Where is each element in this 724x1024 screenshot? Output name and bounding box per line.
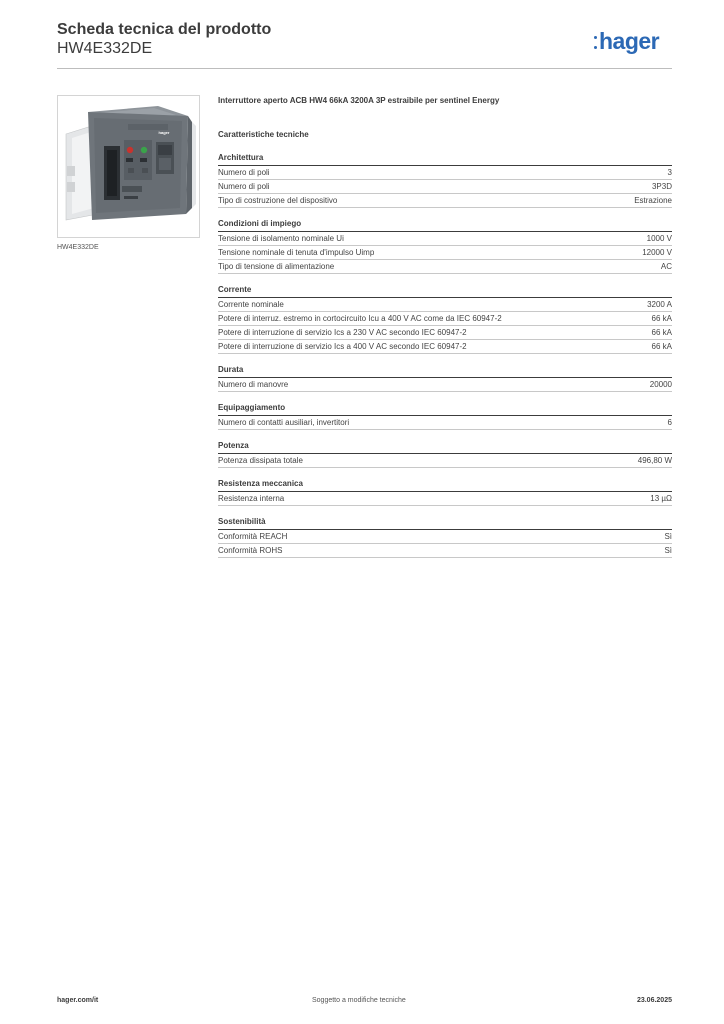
spec-value: 12000 V bbox=[642, 248, 672, 257]
spec-group-resistenza bbox=[218, 478, 672, 506]
spec-row bbox=[218, 260, 672, 274]
group-title: Sostenibilità bbox=[218, 516, 672, 530]
footer-website-link[interactable]: hager.com/it bbox=[57, 997, 99, 1004]
spec-group-corrente bbox=[218, 284, 672, 354]
spec-value: 20000 bbox=[649, 380, 672, 389]
spec-row bbox=[218, 166, 672, 180]
group-title: Potenza bbox=[218, 440, 672, 454]
spec-value: 13 µΩ bbox=[650, 494, 672, 503]
group-title: Architettura bbox=[218, 152, 672, 166]
product-image bbox=[57, 95, 200, 238]
spec-row bbox=[218, 232, 672, 246]
group-title: Condizioni di impiego bbox=[218, 218, 672, 232]
spec-row bbox=[218, 340, 672, 354]
spec-row bbox=[218, 326, 672, 340]
spec-row bbox=[218, 180, 672, 194]
logo-dots-icon bbox=[594, 36, 597, 49]
spec-group-condizioni bbox=[218, 218, 672, 274]
group-title: Durata bbox=[218, 364, 672, 378]
spec-value: 66 kA bbox=[651, 342, 672, 351]
section-heading: Caratteristiche tecniche bbox=[218, 130, 309, 139]
group-title: Equipaggiamento bbox=[218, 402, 672, 416]
spec-label: Numero di contatti ausiliari, invertitori bbox=[218, 418, 350, 427]
spec-group-architettura bbox=[218, 152, 672, 208]
spec-value: 3200 A bbox=[647, 300, 672, 309]
spec-label: Tensione nominale di tenuta d'impulso Uimp bbox=[218, 248, 375, 257]
spec-label: Potere di interruzione di servizio Ics a 400 V AC secondo IEC 60947-2 bbox=[218, 342, 467, 351]
spec-label: Potere di interruz. estremo in cortocircuito Icu a 400 V AC come da IEC 60947-2 bbox=[218, 314, 502, 323]
spec-value: 6 bbox=[667, 418, 672, 427]
spec-group-durata bbox=[218, 364, 672, 392]
spec-label: Numero di poli bbox=[218, 168, 270, 177]
spec-label: Potere di interruzione di servizio Ics a 230 V AC secondo IEC 60947-2 bbox=[218, 328, 467, 337]
spec-row bbox=[218, 312, 672, 326]
group-title: Resistenza meccanica bbox=[218, 478, 672, 492]
spec-value: Estrazione bbox=[634, 196, 672, 205]
spec-content bbox=[218, 96, 672, 558]
spec-value: Sì bbox=[664, 532, 672, 541]
spec-row bbox=[218, 492, 672, 506]
spec-row bbox=[218, 246, 672, 260]
spec-row bbox=[218, 454, 672, 468]
footer-note: Soggetto a modifiche tecniche bbox=[312, 997, 406, 1004]
spec-group-sostenibilita bbox=[218, 516, 672, 558]
spec-row bbox=[218, 378, 672, 392]
spec-value: 3P3D bbox=[651, 182, 672, 191]
spec-row bbox=[218, 530, 672, 544]
spec-value: AC bbox=[660, 262, 672, 271]
spec-value: 3 bbox=[667, 168, 672, 177]
spec-label: Tipo di tensione di alimentazione bbox=[218, 262, 335, 271]
spec-label: Potenza dissipata totale bbox=[218, 456, 303, 465]
header-divider bbox=[57, 68, 672, 69]
spec-label: Numero di poli bbox=[218, 182, 270, 191]
spec-label: Corrente nominale bbox=[218, 300, 284, 309]
image-caption: HW4E332DE bbox=[57, 244, 99, 251]
spec-label: Resistenza interna bbox=[218, 494, 285, 503]
spec-label: Tipo di costruzione del dispositivo bbox=[218, 196, 338, 205]
spec-label: Conformità REACH bbox=[218, 532, 288, 541]
logo-text: hager bbox=[599, 27, 660, 54]
product-code: HW4E332DE bbox=[57, 40, 153, 57]
circuit-breaker-illustration bbox=[58, 96, 199, 237]
spec-value: 66 kA bbox=[651, 328, 672, 337]
page-title: Scheda tecnica del prodotto bbox=[57, 21, 272, 38]
spec-row bbox=[218, 544, 672, 558]
spec-row bbox=[218, 298, 672, 312]
spec-row bbox=[218, 416, 672, 430]
spec-value: 1000 V bbox=[646, 234, 672, 243]
product-description: Interruttore aperto ACB HW4 66kA 3200A 3P estraibile per sentinel Energy bbox=[218, 96, 500, 105]
spec-group-equipaggiamento bbox=[218, 402, 672, 430]
spec-label: Tensione di isolamento nominale Ui bbox=[218, 234, 344, 243]
svg-text:hager: hager bbox=[158, 130, 170, 135]
spec-group-potenza bbox=[218, 440, 672, 468]
spec-value: 66 kA bbox=[651, 314, 672, 323]
hager-logo[interactable] bbox=[594, 28, 659, 54]
footer-date: 23.06.2025 bbox=[636, 997, 672, 1004]
spec-row bbox=[218, 194, 672, 208]
spec-value: 496,80 W bbox=[637, 456, 672, 465]
spec-label: Numero di manovre bbox=[218, 380, 289, 389]
group-title: Corrente bbox=[218, 284, 672, 298]
spec-label: Conformità ROHS bbox=[218, 546, 283, 555]
spec-value: Sì bbox=[664, 546, 672, 555]
